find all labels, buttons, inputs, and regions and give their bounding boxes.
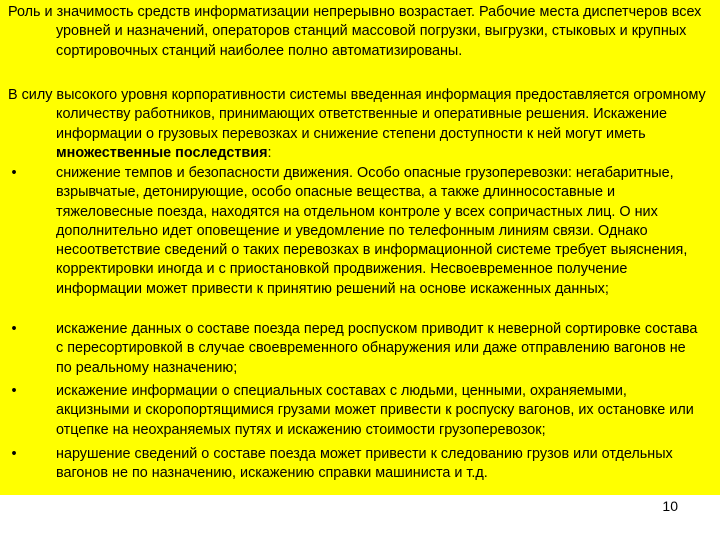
bullet-icon: • <box>11 383 17 399</box>
page-number: 10 <box>662 498 678 514</box>
list-item-text: снижение темпов и безопасности движения. Особо опасные грузоперевозки: негабаритные, взрывчатые, детонирующие, особо опасные вещества, а также длинносоставные и тяжеловесные поезда, находятся на отдельном контроле у всех сопричастных лиц. О них дополнительно идет оповещение и уведомление по телефонным линиям связи. Однако несоответствие сведений о таких перевозках в информационной системе требует выяснения, корректировки иногда и с приостановкой продвижения. Несвоевременное получение информации может привести к принятию решений на основе искаженных данных; <box>56 165 688 297</box>
list-item-text: искажение информации о специальных составах с людьми, ценными, охраняемыми, акцизными и скоропортящимися грузами может привести к роспуску вагонов, их остановке или отцепке на неохраняемых путях и искажению стоимости грузоперевозок; <box>56 383 694 438</box>
consequences-paragraph <box>8 86 720 163</box>
list-item <box>11 320 702 378</box>
list-item <box>11 382 702 440</box>
list-item <box>11 164 702 299</box>
list-item <box>11 445 702 484</box>
consequences-lead-text: В силу высокого уровня корпоративности системы введенная информация предоставляется огромному количеству работников, принимающих ответственные и оперативные решения. Искажение информации о грузовых перевозках и снижение степени доступности к ней могут иметь <box>8 87 706 142</box>
list-item-text: искажение данных о составе поезда перед роспуском приводит к неверной сортировке состава с пересортировкой в случае своевременного обнаружения или даже отправлению вагонов не по реальному назначению; <box>56 321 698 376</box>
bullet-icon: • <box>11 321 17 337</box>
consequences-emphasis: множественные последствия <box>56 144 268 161</box>
bullet-icon: • <box>11 446 17 462</box>
list-item-text: нарушение сведений о составе поезда может привести к следованию грузов или отдельных вагонов не по назначению, искажению справки машиниста и т.д. <box>56 446 673 482</box>
consequences-colon: : <box>267 144 272 161</box>
intro-paragraph: Роль и значимость средств информатизации непрерывно возрастает. Рабочие места диспетчеров всех уровней и назначений, операторов станций массовой погрузки, выгрузки, стыковых и крупных сортировочных станций наиболее полно автоматизированы. <box>8 4 702 59</box>
bullet-icon: • <box>11 165 17 181</box>
